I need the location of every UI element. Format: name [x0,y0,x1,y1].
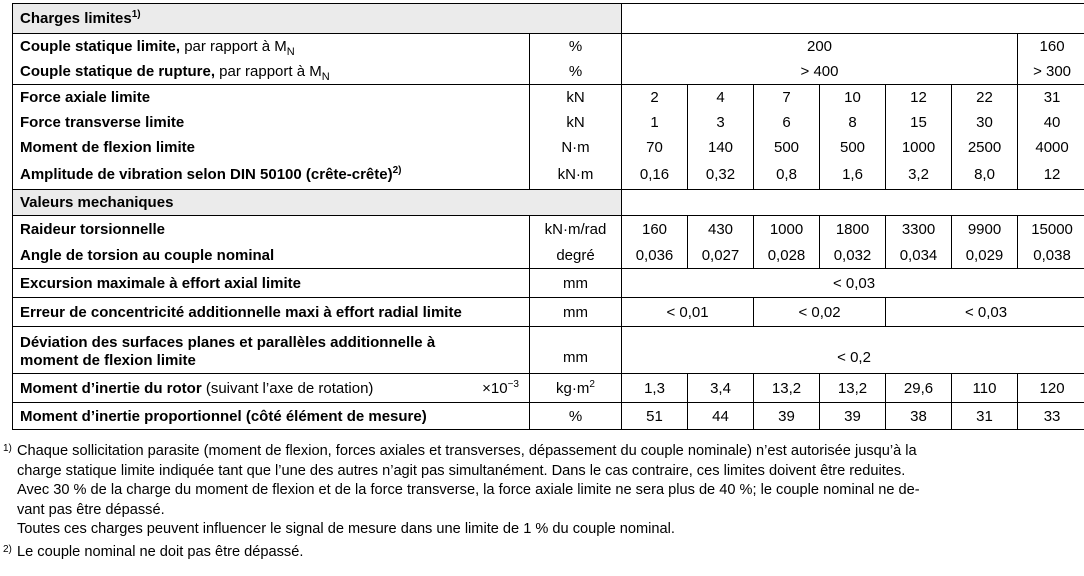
cell: 0,8 [754,160,820,190]
row-label: Couple statique limite, par rapport à $M_N$ [13,34,530,60]
cell: 0,16 [622,160,688,190]
row-unit: kN·m [530,160,622,190]
row-force-transverse [13,111,1084,135]
cell: 8 [820,111,886,135]
row-label: Angle de torsion au couple nominal [13,244,530,269]
factor-label: $\times 10^{-3}$ [482,378,519,397]
row-force-axiale [13,85,1084,111]
row-unit: $kg\cdot m^2$ [530,374,622,403]
cell: 13,2 [754,374,820,403]
row-label: Force transverse limite [13,111,530,135]
cell: 9900 [952,216,1018,244]
cell: 4000 [1018,135,1084,160]
row-inertie-proportionnel [13,403,1084,430]
cell: 12 [886,85,952,111]
cell: 0,028 [754,244,820,269]
row-moment-flexion [13,135,1084,160]
footnotes [3,442,1075,563]
cell: 4 [688,85,754,111]
row-couple-rupture [13,60,1084,85]
row-label: Déviation des surfaces planes et parallèles additionnelle à moment de flexion limite [13,327,530,374]
row-label: Moment de flexion limite [13,135,530,160]
cell: 120 [1018,374,1084,403]
cell: 1,3 [622,374,688,403]
cell: < 0,01 [622,298,754,327]
cell: 3,2 [886,160,952,190]
row-value: < 0,03 [622,269,1084,298]
cell: 30 [952,111,1018,135]
row-label: Moment d’inertie du rotor (suivant l’axe de rotation) $\times 10^{-3}$ [13,374,530,403]
cell: 13,2 [820,374,886,403]
cell: 1 [622,111,688,135]
section-title-charges: Charges limites$^{1)}$ [13,4,622,34]
footnote-line: Le couple nominal ne doit pas être dépassé. [17,543,304,560]
cell: 15000 [1018,216,1084,244]
cell: 3,4 [688,374,754,403]
cell: 0,027 [688,244,754,269]
row-value: 200 [622,34,1018,60]
cell: < 0,03 [886,298,1084,327]
row-deviation [13,327,1084,374]
footnote-line: Avec 30 % de la charge du moment de flexion et de la force transverse, la force axiale limite ne sera plus de 40 %; le couple nominal ne de- [17,482,920,499]
cell: 2 [622,85,688,111]
cell: 40 [1018,111,1084,135]
cell: 6 [754,111,820,135]
cell: 31 [1018,85,1084,111]
cell: 110 [952,374,1018,403]
row-label: Excursion maximale à effort axial limite [13,269,530,298]
row-erreur-concentricite [13,298,1084,327]
row-value: < 0,2 [622,327,1084,374]
footnote-1 [3,442,1075,540]
row-label: Raideur torsionnelle [13,216,530,244]
footnote-marker: 1) [3,443,12,454]
cell: 1,6 [820,160,886,190]
cell: 140 [688,135,754,160]
row-angle-torsion [13,244,1084,269]
row-unit: kN [530,85,622,111]
row-value-last: 160 [1018,34,1084,60]
cell: 160 [622,216,688,244]
cell: 31 [952,403,1018,430]
row-label: Moment d’inertie proportionnel (côté élément de mesure) [13,403,530,430]
row-label: Couple statique de rupture, par rapport à $M_N$ [13,60,530,85]
cell: 0,029 [952,244,1018,269]
row-unit: mm [530,327,622,374]
cell: 12 [1018,160,1084,190]
row-raideur [13,216,1084,244]
cell: 3 [688,111,754,135]
footnote-line: Chaque sollicitation parasite (moment de flexion, forces axiales et transverses, dépassement du couple nominale) n’est autorisée jusqu’à la [17,443,917,459]
row-couple-statique [13,34,1084,60]
row-excursion [13,269,1084,298]
cell: 0,034 [886,244,952,269]
footnote-2 [3,543,1075,563]
row-unit: N·m [530,135,622,160]
row-unit: % [530,403,622,430]
section-title-mechanical: Valeurs mechaniques [13,190,622,216]
section-header-mechanical [13,190,1084,216]
cell: 0,32 [688,160,754,190]
row-label: Force axiale limite [13,85,530,111]
row-amplitude [13,160,1084,190]
cell: 38 [886,403,952,430]
cell: 51 [622,403,688,430]
cell: 8,0 [952,160,1018,190]
cell: 1000 [754,216,820,244]
row-unit: mm [530,269,622,298]
cell: 22 [952,85,1018,111]
row-label: Amplitude de vibration selon DIN 50100 (crête-crête)$^{2)}$ [13,160,530,190]
cell: 0,032 [820,244,886,269]
cell: 44 [688,403,754,430]
cell: 70 [622,135,688,160]
row-value: > 400 [622,60,1018,85]
cell: 500 [754,135,820,160]
row-unit: kN [530,111,622,135]
cell: 10 [820,85,886,111]
row-value-last: > 300 [1018,60,1084,85]
footnote-line: Toutes ces charges peuvent influencer le signal de mesure dans une limite de 1 % du couple nominal. [17,521,675,538]
cell: 39 [820,403,886,430]
footnote-line: vant pas être dépassé. [17,501,165,518]
row-unit: % [530,60,622,85]
cell: 430 [688,216,754,244]
cell: 1000 [886,135,952,160]
row-unit: kN·m/rad [530,216,622,244]
row-unit: degré [530,244,622,269]
specifications-table [12,3,1084,430]
row-label: Erreur de concentricité additionnelle maxi à effort radial limite [13,298,530,327]
cell: 0,038 [1018,244,1084,269]
row-inertie-rotor [13,374,1084,403]
cell: 500 [820,135,886,160]
cell: 33 [1018,403,1084,430]
cell: 7 [754,85,820,111]
row-unit: % [530,34,622,60]
cell: < 0,02 [754,298,886,327]
cell: 2500 [952,135,1018,160]
section-header-charges [13,4,1084,34]
cell: 0,036 [622,244,688,269]
cell: 39 [754,403,820,430]
cell: 3300 [886,216,952,244]
cell: 15 [886,111,952,135]
footnote-line: charge statique limite indiquée tant que l’une des autres n’agit pas simultanément. Dans le cas contraire, ces limites doivent être reduites. [17,462,906,479]
cell: 1800 [820,216,886,244]
footnote-marker: 2) [3,543,12,555]
cell: 29,6 [886,374,952,403]
row-unit: mm [530,298,622,327]
